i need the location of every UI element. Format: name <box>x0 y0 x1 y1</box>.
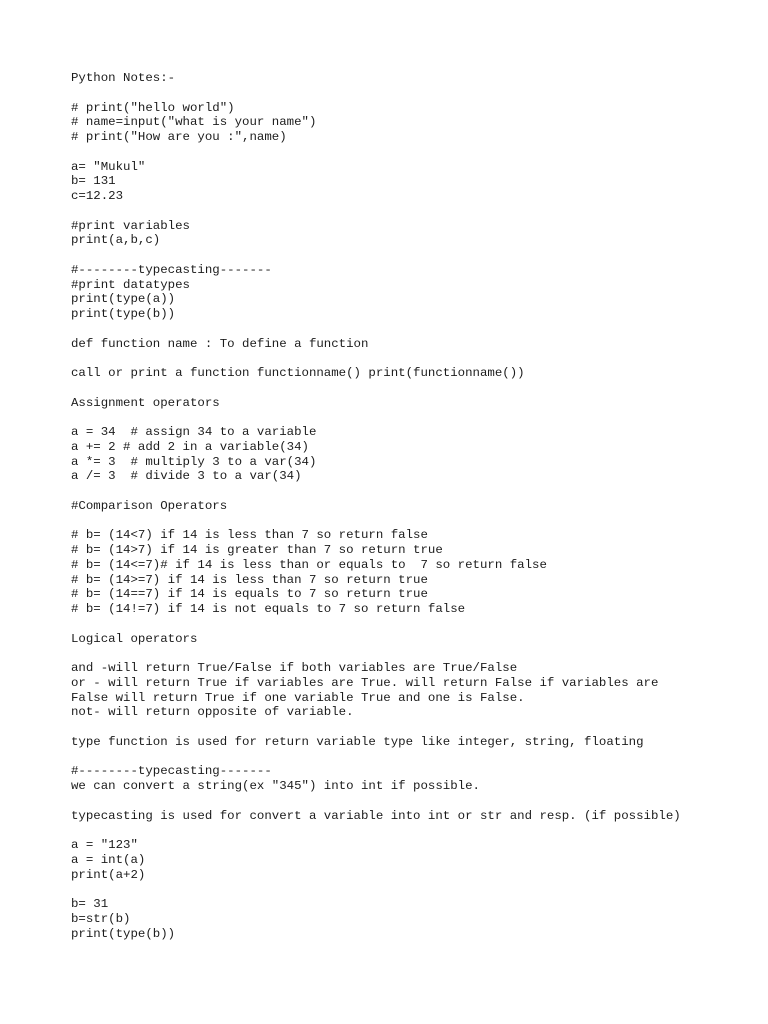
text-line <box>71 882 761 897</box>
text-line: # b= (14!=7) if 14 is not equals to 7 so return false <box>71 602 466 616</box>
text-line <box>71 248 761 263</box>
text-line: # print("How are you :",name) <box>71 130 287 144</box>
text-line: b= 31 <box>71 897 109 911</box>
text-line: a *= 3 # multiply 3 to a var(34) <box>71 454 317 469</box>
text-line: print(type(a)) <box>71 292 176 307</box>
text-line <box>71 514 761 529</box>
text-line: print(type(b)) <box>71 926 176 941</box>
text-line: # b= (14==7) if 14 is equals to 7 so return true <box>71 587 428 602</box>
text-line <box>71 720 761 735</box>
text-line: #Comparison Operators <box>71 498 228 513</box>
text-line: not- will return opposite of variable. <box>71 705 354 720</box>
text-line: call or print a function functionname() print(functionname()) <box>71 366 525 380</box>
text-line: type function is used for return variable type like integer, string, floating <box>71 734 644 749</box>
text-line <box>71 351 761 366</box>
text-line: Python Notes:- <box>71 71 176 85</box>
text-line <box>71 646 761 661</box>
text-line: b=str(b) <box>71 911 131 926</box>
text-line: a= "Mukul" <box>71 159 146 174</box>
text-line: #--------typecasting------- <box>71 764 272 779</box>
text-line: # print("hello world") <box>71 100 235 115</box>
text-line: or - will return True if variables are True. will return False if variables are <box>71 675 659 690</box>
text-line: print(a+2) <box>71 867 146 882</box>
text-line <box>71 145 761 160</box>
text-line <box>71 750 761 765</box>
text-line <box>71 410 761 425</box>
text-line: #print datatypes <box>71 277 190 292</box>
document-page <box>71 71 761 941</box>
text-line <box>71 617 761 632</box>
text-line <box>71 86 761 101</box>
text-line: a /= 3 # divide 3 to a var(34) <box>71 469 302 484</box>
text-line: # b= (14<=7)# if 14 is less than or equals to 7 so return false <box>71 557 547 572</box>
text-line: #--------typecasting------- <box>71 262 272 277</box>
text-line: and -will return True/False if both variables are True/False <box>71 661 518 675</box>
text-line: False will return True if one variable True and one is False. <box>71 690 525 705</box>
text-line <box>71 823 761 838</box>
text-line <box>71 322 761 337</box>
text-line: a = 34 # assign 34 to a variable <box>71 425 317 439</box>
text-line: # name=input("what is your name") <box>71 115 317 130</box>
text-line: a += 2 # add 2 in a variable(34) <box>71 439 309 454</box>
text-line: b= 131 <box>71 174 116 189</box>
text-line: typecasting is used for convert a variable into int or str and resp. (if possible) <box>71 808 681 823</box>
text-line: c=12.23 <box>71 189 124 203</box>
text-line: # b= (14>7) if 14 is greater than 7 so return true <box>71 543 443 557</box>
text-line <box>71 794 761 809</box>
text-line: print(type(b)) <box>71 307 176 321</box>
text-line: a = "123" <box>71 838 138 852</box>
text-line: #print variables <box>71 218 190 233</box>
text-line: we can convert a string(ex "345") into int if possible. <box>71 779 480 793</box>
text-line <box>71 381 761 396</box>
text-line <box>71 204 761 219</box>
text-line: a = int(a) <box>71 852 146 867</box>
text-line: # b= (14>=7) if 14 is less than 7 so return true <box>71 572 428 587</box>
text-line <box>71 484 761 499</box>
text-line: # b= (14<7) if 14 is less than 7 so return false <box>71 528 428 543</box>
text-line: print(a,b,c) <box>71 233 161 248</box>
text-line: def function name : To define a function <box>71 336 369 351</box>
text-line: Assignment operators <box>71 395 220 410</box>
text-line: Logical operators <box>71 631 198 646</box>
